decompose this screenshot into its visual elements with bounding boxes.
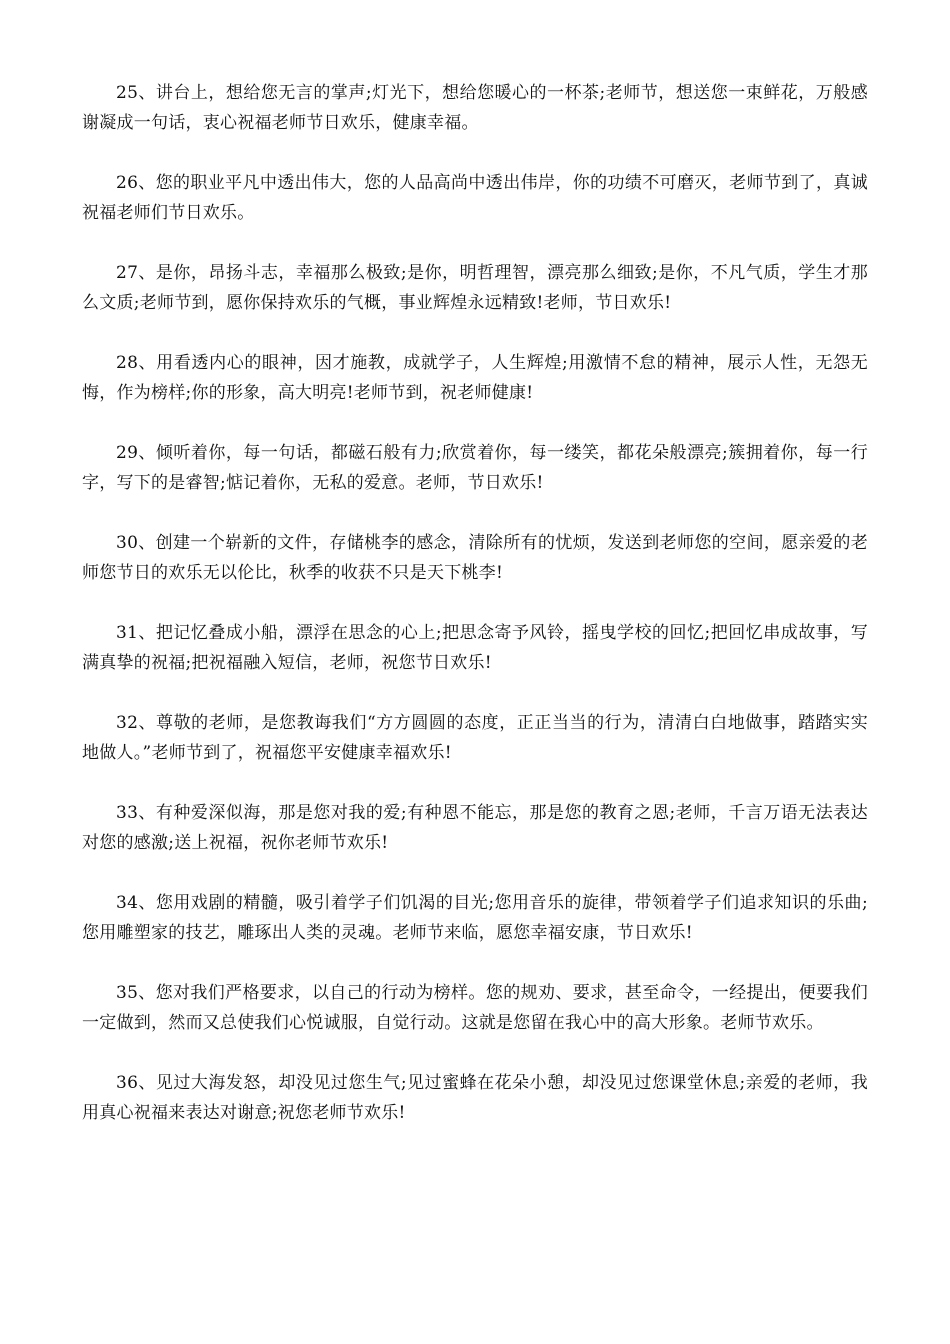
paragraph-34: 34、您用戏剧的精髓，吸引着学子们饥渴的目光;您用音乐的旋律，带领着学子们追求知识的乐曲;您用雕塑家的技艺，雕琢出人类的灵魂。老师节来临，愿您幸福安康，节日欢乐!	[82, 893, 868, 943]
paragraph-33: 33、有种爱深似海，那是您对我的爱;有种恩不能忘，那是您的教育之恩;老师，千言万语无法表达对您的感激;送上祝福，祝你老师节欢乐!	[82, 803, 868, 853]
paragraph-36: 36、见过大海发怒，却没见过您生气;见过蜜蜂在花朵小憩，却没见过您课堂休息;亲爱的老师，我用真心祝福来表达对谢意;祝您老师节欢乐!	[82, 1073, 868, 1123]
paragraph-32: 32、尊敬的老师，是您教诲我们“方方圆圆的态度，正正当当的行为，清清白白地做事，踏踏实实地做人。”老师节到了，祝福您平安健康幸福欢乐!	[82, 713, 868, 763]
paragraph-29: 29、倾听着你，每一句话，都磁石般有力;欣赏着你，每一缕笑，都花朵般漂亮;簇拥着你，每一行字，写下的是睿智;惦记着你，无私的爱意。老师，节日欢乐!	[82, 443, 868, 493]
paragraph-27: 27、是你，昂扬斗志，幸福那么极致;是你，明哲理智，漂亮那么细致;是你，不凡气质，学生才那么文质;老师节到，愿你保持欢乐的气概，事业辉煌永远精致!老师，节日欢乐!	[82, 263, 868, 313]
paragraph-26: 26、您的职业平凡中透出伟大，您的人品高尚中透出伟岸，你的功绩不可磨灭，老师节到了，真诚祝福老师们节日欢乐。	[82, 173, 868, 223]
document-body	[82, 78, 868, 1158]
paragraph-31: 31、把记忆叠成小船，漂浮在思念的心上;把思念寄予风铃，摇曳学校的回忆;把回忆串成故事，写满真挚的祝福;把祝福融入短信，老师，祝您节日欢乐!	[82, 623, 868, 673]
paragraph-25: 25、讲台上，想给您无言的掌声;灯光下，想给您暖心的一杯茶;老师节，想送您一束鲜花，万般感谢凝成一句话，衷心祝福老师节日欢乐，健康幸福。	[82, 83, 868, 133]
paragraph-30: 30、创建一个崭新的文件，存储桃李的感念，清除所有的忧烦，发送到老师您的空间，愿亲爱的老师您节日的欢乐无以伦比，秋季的收获不只是天下桃李!	[82, 533, 868, 583]
paragraph-35: 35、您对我们严格要求，以自己的行动为榜样。您的规劝、要求，甚至命令，一经提出，便要我们一定做到，然而又总使我们心悦诚服，自觉行动。这就是您留在我心中的高大形象。老师节欢乐。	[82, 983, 868, 1033]
paragraph-28: 28、用看透内心的眼神，因才施教，成就学子，人生辉煌;用激情不怠的精神，展示人性，无怨无悔，作为榜样;你的形象，高大明亮!老师节到，祝老师健康!	[82, 353, 868, 403]
